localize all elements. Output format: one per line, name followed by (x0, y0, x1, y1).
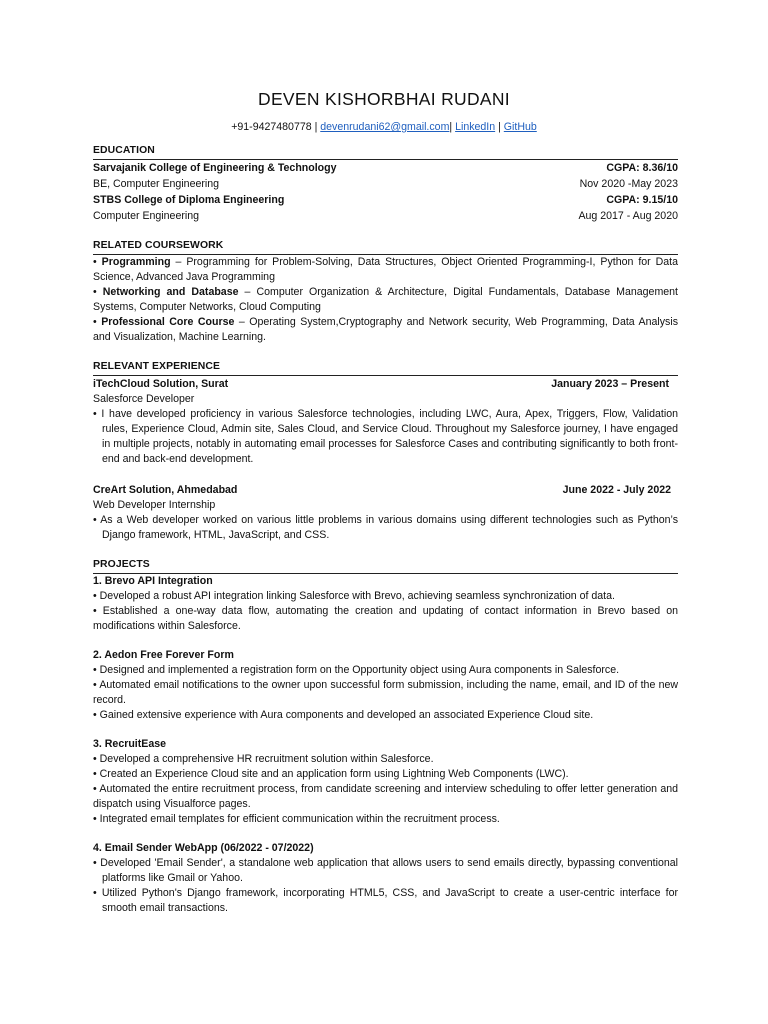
education-dates: Aug 2017 - Aug 2020 (578, 210, 678, 222)
degree-name: Computer Engineering (93, 210, 199, 222)
cgpa-score: CGPA: 8.36/10 (606, 162, 678, 174)
project-bullet: • Automated the entire recruitment process, from candidate screening and interview scheduling to offer letter generation and dispatch using Visualforce pages. (93, 783, 678, 810)
project-title: 2. Aedon Free Forever Form (93, 649, 234, 661)
school-name: STBS College of Diploma Engineering (93, 194, 285, 206)
resume-body (93, 144, 678, 916)
project-bullet: • Established a one-way data flow, automating the creation and updating of contact information in Brevo based on modifications within Salesforce. (93, 605, 678, 632)
project-bullet: • Developed 'Email Sender', a standalone web application that allows users to send emails directly, bypassing conventional platforms like Gmail or Yahoo. (93, 857, 678, 884)
separator: | (449, 121, 456, 133)
project-title: 3. RecruitEase (93, 738, 167, 750)
coursework-text: – Operating System,Cryptography and Network security, Web Programming, Data Analysis and Visualization, Machine Learning. (93, 316, 679, 343)
spacer (93, 723, 678, 737)
job-dates: June 2022 - July 2022 (562, 484, 671, 496)
job-bullet: • As a Web developer worked on various little problems in various domains using different technologies such as Python’s Django framework, HTML, JavaScript, and CSS. (93, 514, 678, 541)
coursework-item (93, 285, 678, 315)
coursework-text: – Computer Organization & Architecture, Digital Fundamentals, Database Management Systems, Computer Networks, Cloud Computing (93, 286, 679, 313)
project-bullet: • Developed a comprehensive HR recruitment solution within Salesforce. (93, 753, 434, 765)
degree-name: BE, Computer Engineering (93, 178, 220, 190)
company-name: iTechCloud Solution, Surat (93, 378, 229, 390)
education-heading: EDUCATION (93, 144, 678, 160)
job-role: Web Developer Internship (93, 499, 216, 511)
project-bullet: • Integrated email templates for efficient communication within the recruitment process. (93, 813, 500, 825)
spacer (93, 345, 678, 360)
job-header (93, 376, 678, 392)
education-section (93, 144, 678, 224)
education-entry-detail (93, 208, 678, 224)
project-title: 4. Email Sender WebApp (06/2022 - 07/2022) (93, 842, 314, 854)
experience-heading: RELEVANT EXPERIENCE (93, 360, 678, 376)
project-bullet: • Automated email notifications to the owner upon successful form submission, including the name, email, and ID of the new record. (93, 679, 678, 706)
coursework-item (93, 315, 678, 345)
contact-line (0, 120, 768, 135)
job-header (93, 482, 678, 498)
project-bullet: • Gained extensive experience with Aura components and developed an associated Experience Cloud site. (93, 709, 594, 721)
education-dates: Nov 2020 -May 2023 (579, 178, 678, 190)
job-bullet: • I have developed proficiency in various Salesforce technologies, including LWC, Aura, Apex, Triggers, Flow, Validation rules, Experience Cloud, Admin site, Sales Cloud, and Service Cloud. Throughout my Salesforce journey, I have engaged in multiple projects, notably in automating email processes for Salesforce Cases and contributing significantly to both front-end and back-end development. (93, 408, 678, 465)
github-link[interactable]: GitHub (503, 121, 537, 133)
education-entry-detail (93, 176, 678, 192)
job-role: Salesforce Developer (93, 393, 195, 405)
job-dates: January 2023 – Present (551, 378, 669, 390)
project-bullet: • Created an Experience Cloud site and an application form using Lightning Web Components (LWC). (93, 768, 569, 780)
project-title: 1. Brevo API Integration (93, 575, 213, 587)
separator: | (311, 121, 321, 133)
projects-section (93, 558, 678, 916)
project-bullet: • Utilized Python's Django framework, incorporating HTML5, CSS, and JavaScript to create a user-centric interface for smooth email transactions. (93, 887, 678, 914)
education-entry (93, 192, 678, 208)
linkedin-link[interactable]: LinkedIn (455, 121, 496, 133)
coursework-heading: RELATED COURSEWORK (93, 239, 678, 255)
coursework-label: Programming (101, 256, 171, 268)
project-bullet: • Developed a robust API integration linking Salesforce with Brevo, achieving seamless synchronization of data. (93, 590, 615, 602)
coursework-label: Networking and Database (102, 286, 239, 298)
school-name: Sarvajanik College of Engineering & Technology (93, 162, 337, 174)
phone-number: +91-9427480778 (231, 121, 312, 133)
spacer (93, 827, 678, 841)
bullet-mark: • (93, 316, 102, 328)
spacer (93, 634, 678, 648)
coursework-section (93, 239, 678, 345)
spacer (93, 543, 678, 558)
spacer (93, 467, 678, 482)
projects-heading: PROJECTS (93, 558, 678, 574)
bullet-mark: • (93, 286, 103, 298)
coursework-label: Professional Core Course (101, 316, 235, 328)
candidate-name: DEVEN KISHORBHAI RUDANI (258, 89, 510, 109)
education-entry (93, 160, 678, 176)
spacer (93, 224, 678, 239)
coursework-item (93, 255, 678, 285)
company-name: CreArt Solution, Ahmedabad (93, 484, 238, 496)
project-bullet: • Designed and implemented a registration form on the Opportunity object using Aura components in Salesforce. (93, 664, 620, 676)
cgpa-score: CGPA: 9.15/10 (606, 194, 678, 206)
coursework-text: – Programming for Problem-Solving, Data Structures, Object Oriented Programming-I, Python for Data Science, Advanced Java Programming (93, 256, 679, 283)
bullet-mark: • (93, 256, 102, 268)
email-link[interactable]: devenrudani62@gmail.com (320, 121, 450, 133)
experience-section (93, 360, 678, 543)
separator: | (495, 121, 504, 133)
